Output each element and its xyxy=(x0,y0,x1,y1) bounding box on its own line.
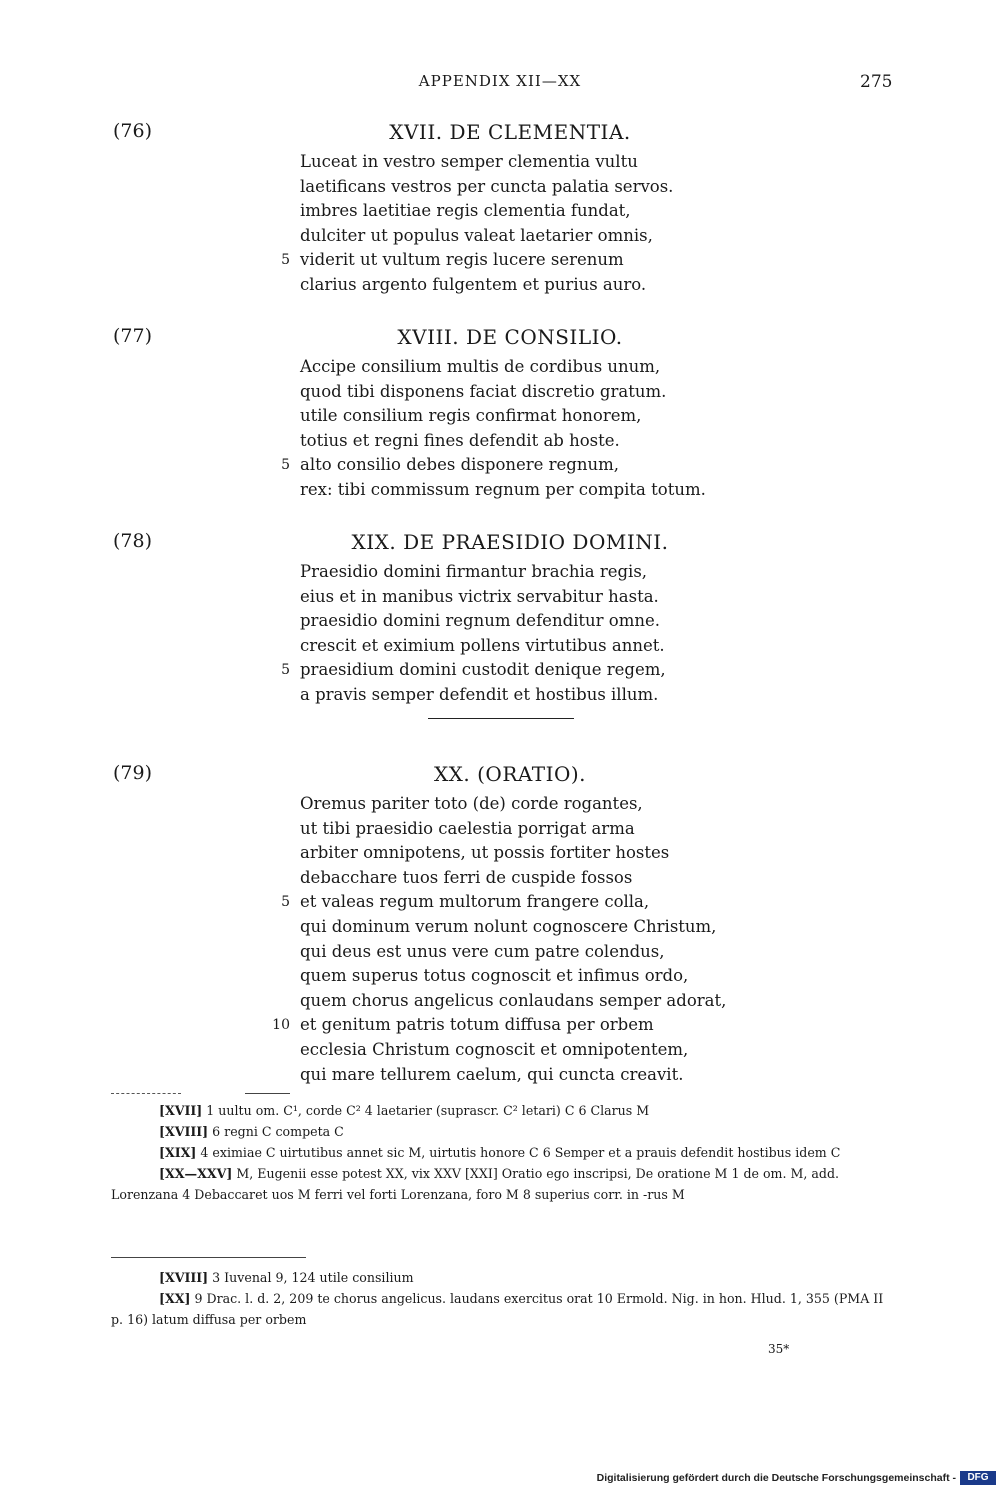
verse-line: Luceat in vestro semper clementia vultu xyxy=(300,152,638,171)
apparatus-text: 6 regni C competa C xyxy=(212,1124,344,1139)
source-text: 3 Iuvenal 9, 124 utile consilium xyxy=(212,1270,414,1285)
poem-number: (77) xyxy=(113,325,153,347)
poem-title: XVII. DE CLEMENTIA. xyxy=(389,120,631,144)
poem-number: (78) xyxy=(113,530,153,552)
verse-line: debacchare tuos ferri de cuspide fossos xyxy=(300,867,633,887)
verse-line: praesidio domini regnum defenditur omne. xyxy=(300,611,661,631)
source-siglum: [XX] xyxy=(159,1291,191,1306)
poem-number: (79) xyxy=(113,762,153,784)
apparatus-siglum: [XIX] xyxy=(159,1145,197,1160)
verse-line: ut tibi praesidio caelestia porrigat arma xyxy=(300,818,635,838)
verse-line: quod tibi disponens faciat discretio gratum. xyxy=(300,381,667,401)
verse-line: Praesidio domini firmantur brachia regis, xyxy=(300,562,648,581)
sources-rule xyxy=(111,1257,306,1258)
verse-line: quem superus totus cognoscit et infimus ordo, xyxy=(300,966,689,986)
verse-text: praesidium domini custodit denique regem, xyxy=(300,660,666,680)
poem-verses xyxy=(272,792,780,1087)
verse-text: et genitum patris totum diffusa per orbem xyxy=(300,1015,654,1035)
apparatus-siglum: [XVIII] xyxy=(159,1124,209,1139)
poem-title: XX. (ORATIO). xyxy=(433,762,587,786)
dfg-logo: DFG xyxy=(960,1471,996,1485)
verse-line: clarius argento fulgentem et purius auro. xyxy=(300,274,647,294)
digitization-footer xyxy=(560,1470,1000,1489)
verse-line xyxy=(281,248,780,273)
verse-line: arbiter omnipotens, ut possis fortiter hostes xyxy=(300,843,670,863)
apparatus-siglum: [XVII] xyxy=(159,1103,203,1118)
poem-title: XVIII. DE CONSILIO. xyxy=(397,325,623,349)
verse-text: viderit ut vultum regis lucere serenum xyxy=(300,250,624,270)
apparatus-text: 4 eximiae C uirtutibus annet sic M, uirtutis honore C 6 Semper et a prauis defendit hostibus idem C xyxy=(200,1145,841,1160)
poem-verses xyxy=(281,150,780,298)
line-number: 5 xyxy=(281,457,290,474)
apparatus-entry xyxy=(111,1163,895,1205)
poem-verses xyxy=(281,355,780,503)
apparatus-entry xyxy=(111,1100,895,1121)
page-number: 275 xyxy=(860,72,893,92)
sources-apparatus xyxy=(111,1267,895,1330)
verse-line: totius et regni fines defendit ab hoste. xyxy=(300,430,620,450)
line-number: 5 xyxy=(281,662,290,679)
verse-line xyxy=(281,890,780,915)
running-title: APPENDIX XII—XX xyxy=(418,72,582,90)
verse-line: qui deus est unus vere cum patre colendus, xyxy=(300,941,665,961)
apparatus-rule xyxy=(245,1093,290,1094)
poem-number: (76) xyxy=(113,120,153,142)
verse-line: qui mare tellurem caelum, qui cuncta creavit. xyxy=(300,1064,684,1084)
verse-line: dulciter ut populus valeat laetarier omnis, xyxy=(300,225,653,245)
source-entry xyxy=(111,1288,895,1330)
verse-line: a pravis semper defendit et hostibus illum. xyxy=(300,684,659,704)
poem-title: XIX. DE PRAESIDIO DOMINI. xyxy=(351,530,669,554)
verse-line: utile consilium regis confirmat honorem, xyxy=(300,406,642,426)
verse-line: rex: tibi commissum regnum per compita totum. xyxy=(300,479,706,499)
section-divider xyxy=(428,718,574,719)
apparatus-rule xyxy=(111,1093,181,1094)
line-number: 10 xyxy=(272,1017,290,1034)
page-header xyxy=(0,72,1000,96)
verse-line: qui dominum verum nolunt cognoscere Christum, xyxy=(300,916,717,936)
verse-line: Oremus pariter toto (de) corde rogantes, xyxy=(300,794,643,813)
poem-verses xyxy=(281,560,780,708)
verse-line: eius et in manibus victrix servabitur hasta. xyxy=(300,586,659,606)
verse-text: alto consilio debes disponere regnum, xyxy=(300,455,620,475)
verse-line: laetificans vestros per cuncta palatia servos. xyxy=(300,176,674,196)
apparatus-text: 1 uultu om. C¹, corde C² 4 laetarier (suprascr. C² letari) C 6 Clarus M xyxy=(206,1103,650,1118)
source-siglum: [XVIII] xyxy=(159,1270,209,1285)
verse-line: quem chorus angelicus conlaudans semper adorat, xyxy=(300,990,727,1010)
source-text: 9 Drac. l. d. 2, 209 te chorus angelicus. laudans exercitus orat 10 Ermold. Nig. in hon. Hlud. 1, 355 (PMA II p. 16) latum diffusa per orbem xyxy=(111,1291,884,1327)
critical-apparatus xyxy=(111,1100,895,1205)
verse-line: imbres laetitiae regis clementia fundat, xyxy=(300,201,631,221)
line-number: 5 xyxy=(281,894,290,911)
verse-line: crescit et eximium pollens virtutibus annet. xyxy=(300,635,665,655)
footer-text: Digitalisierung gefördert durch die Deutsche Forschungsgemeinschaft - xyxy=(596,1472,956,1484)
verse-line: Accipe consilium multis de cordibus unum, xyxy=(300,357,661,376)
verse-line xyxy=(281,658,780,683)
apparatus-entry xyxy=(111,1121,895,1142)
apparatus-siglum: [XX—XXV] xyxy=(159,1166,233,1181)
line-number: 5 xyxy=(281,252,290,269)
verse-line xyxy=(281,453,780,478)
verse-text: et valeas regum multorum frangere colla, xyxy=(300,892,650,912)
signature-mark: 35* xyxy=(768,1342,790,1356)
source-entry xyxy=(111,1267,895,1288)
verse-line: ecclesia Christum cognoscit et omnipotentem, xyxy=(300,1039,689,1059)
apparatus-entry xyxy=(111,1142,895,1163)
verse-line xyxy=(272,1013,780,1038)
apparatus-text: M, Eugenii esse potest XX, vix XXV [XXI] Oratio ego inscripsi, De oratione M 1 de om. M, add. Lorenzana 4 Debaccaret uos M ferri vel forti Lorenzana, foro M 8 superius corr. in -rus M xyxy=(111,1166,840,1202)
